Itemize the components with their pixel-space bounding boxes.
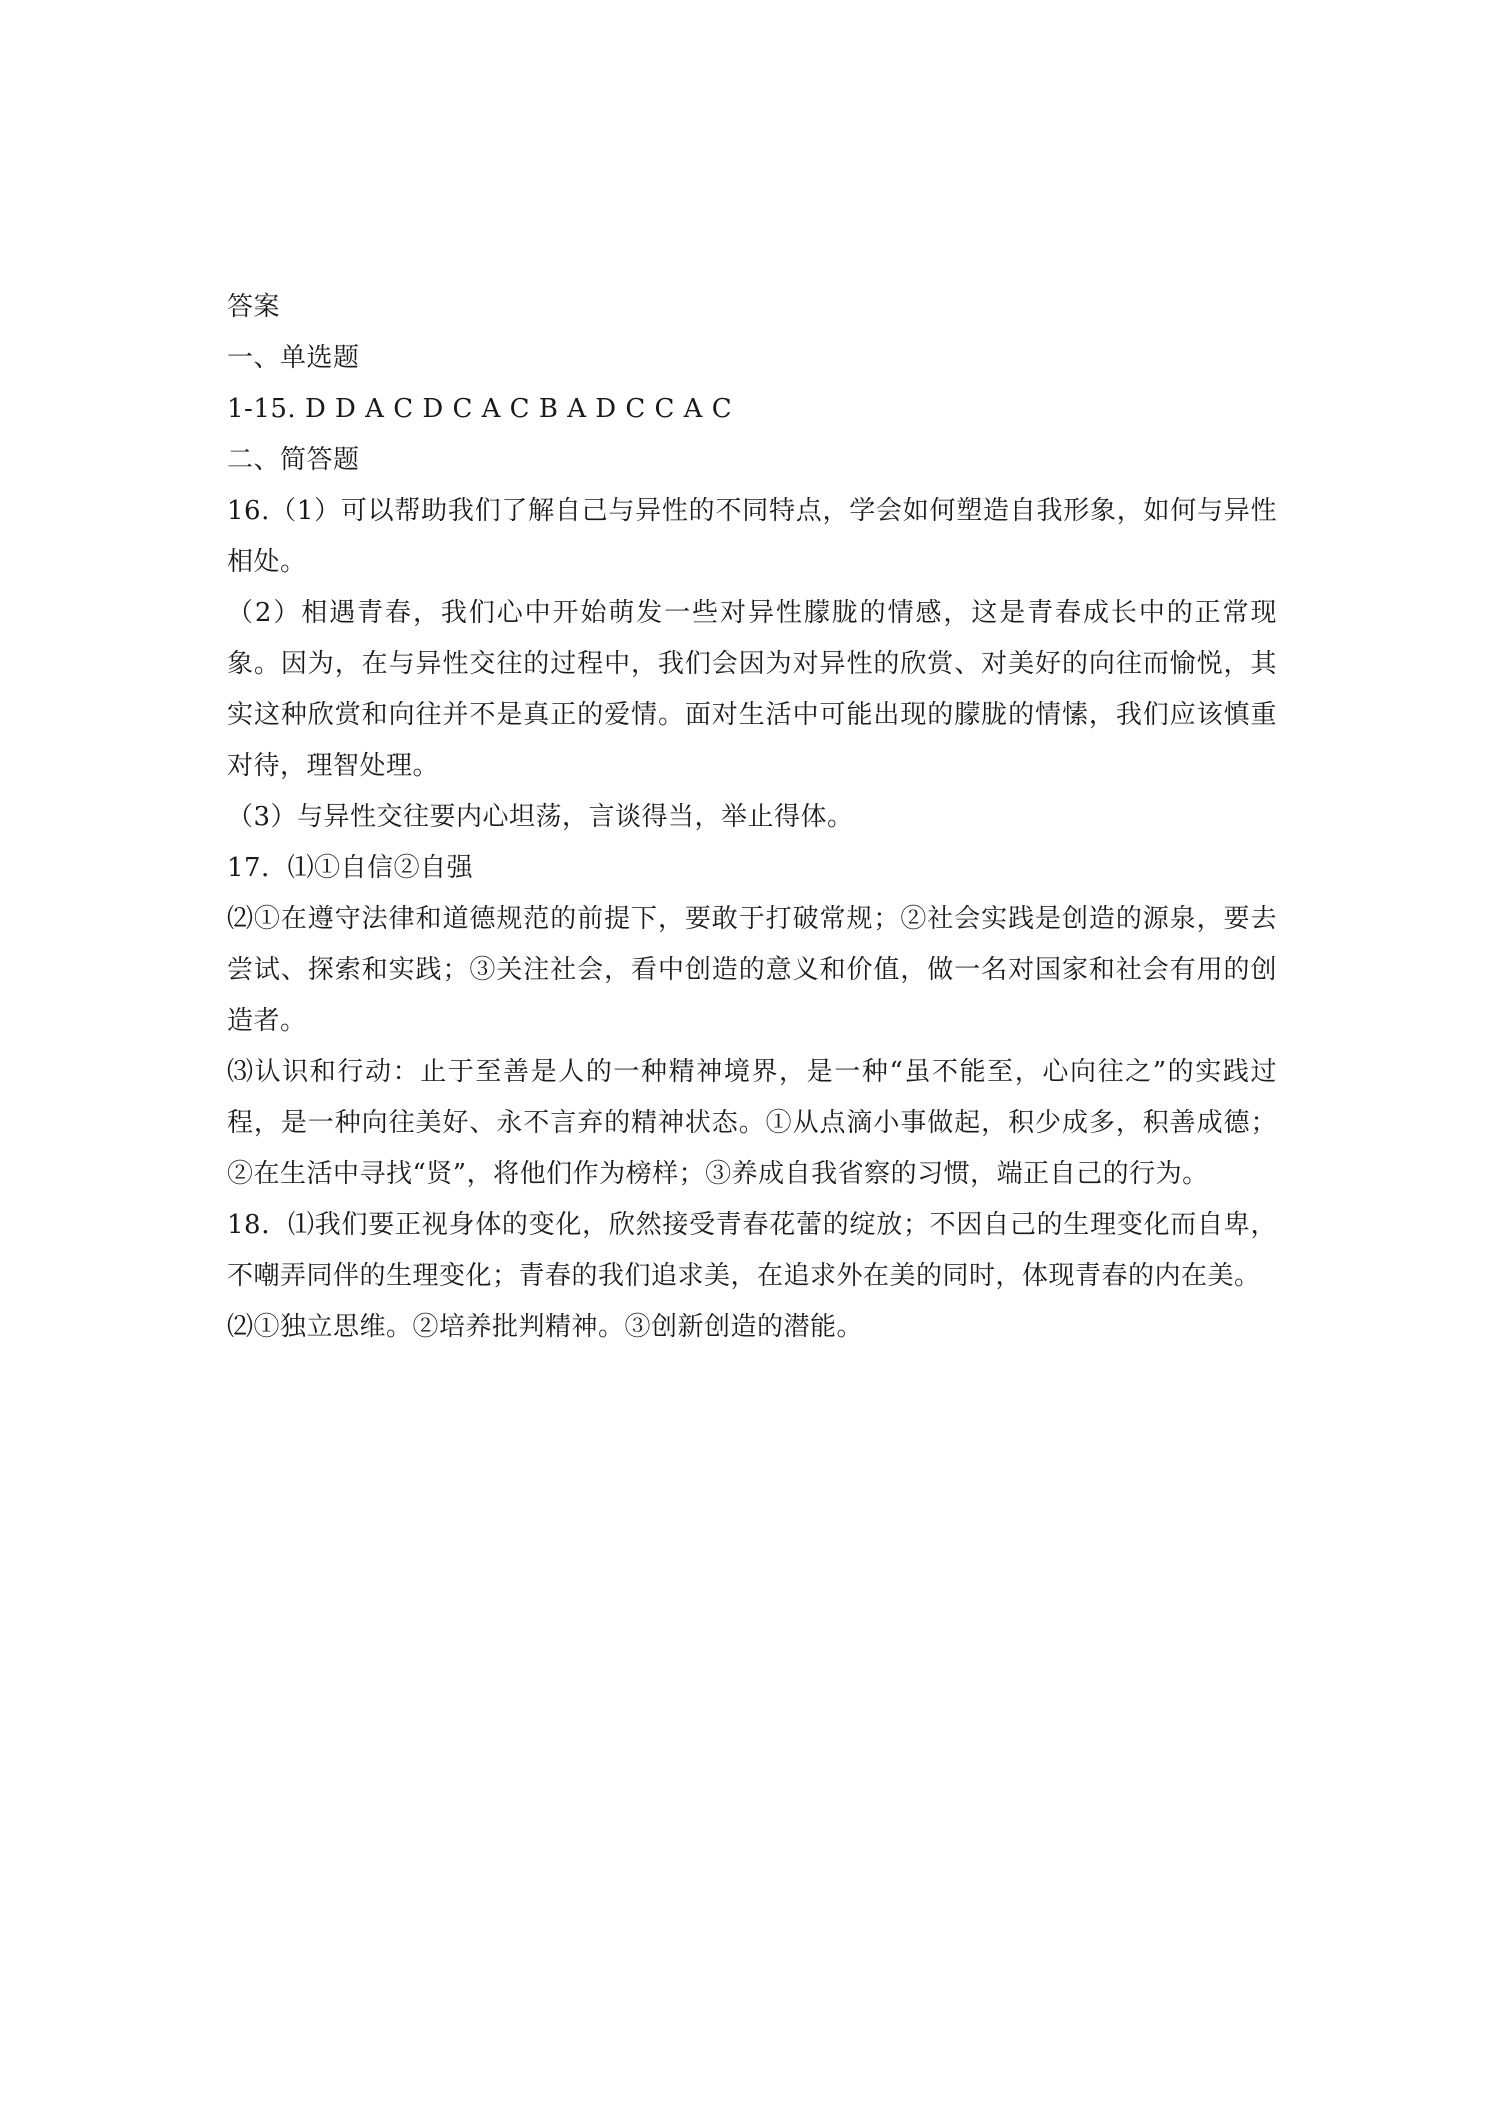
q16-part2: （2）相遇青春，我们心中开始萌发一些对异性朦胧的情感，这是青春成长中的正常现象。因为，在与异性交往的过程中，我们会因为对异性的欣赏、对美好的向往而愉悦，其实这种欣赏和向往并不是真正的爱情。面对生活中可能出现的朦胧的情愫，我们应该慎重对待，理智处理。 [227, 598, 1277, 781]
q17-part2: ⑵①在遵守法律和道德规范的前提下，要敢于打破常规；②社会实践是创造的源泉，要去尝试、探索和实践；③关注社会，看中创造的意义和价值，做一名对国家和社会有用的创造者。 [227, 904, 1277, 1036]
q18-part2: ⑵①独立思维。②培养批判精神。③创新创造的潜能。 [227, 1312, 864, 1342]
q17-part3: ⑶认识和行动：止于至善是人的一种精神境界，是一种“虽不能至，心向往之”的实践过程，是一种向往美好、永不言弃的精神状态。①从点滴小事做起，积少成多，积善成德；②在生活中寻找“贤”，将他们作为榜样；③养成自我省察的习惯，端正自己的行为。 [227, 1057, 1277, 1189]
q16-part3: （3）与异性交往要内心坦荡，言谈得当，举止得体。 [227, 802, 854, 832]
q17-part1: 17．⑴①自信②自强 [227, 853, 474, 883]
q18-part1: 18．⑴我们要正视身体的变化，欣然接受青春花蕾的绽放；不因自己的生理变化而自卑，不嘲弄同伴的生理变化；青春的我们追求美，在追求外在美的同时，体现青春的内在美。 [227, 1210, 1277, 1291]
section-heading-short-answer: 二、简答题 [227, 445, 360, 475]
q16-part1: 16.（1）可以帮助我们了解自己与异性的不同特点，学会如何塑造自我形象，如何与异性相处。 [227, 496, 1277, 577]
section-heading-single-choice: 一、单选题 [227, 343, 360, 373]
single-choice-answers: 1-15. D D A C D C A C B A D C C A C [227, 394, 733, 424]
doc-title: 答案 [227, 292, 281, 322]
answer-content [227, 282, 1277, 1353]
